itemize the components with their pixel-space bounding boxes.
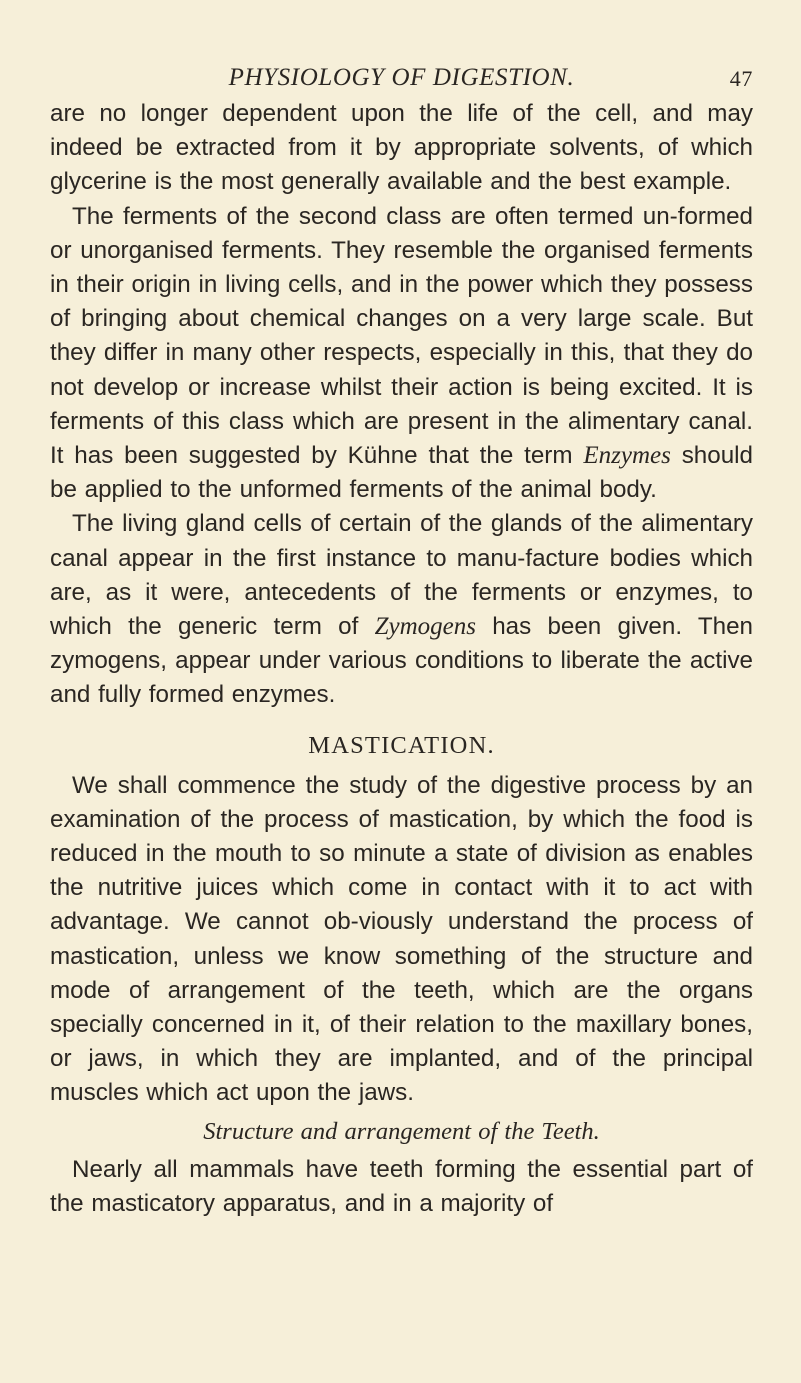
paragraph-3-end: has been given. Then zymogens, appear under various conditions to liberate the active and fully formed enzymes.: [50, 613, 753, 709]
term-enzymes: Enzymes: [583, 442, 671, 470]
running-head-title: PHYSIOLOGY OF DIGESTION.: [228, 64, 575, 91]
term-zymogens: Zymogens: [374, 613, 476, 641]
paragraph-3: [50, 507, 753, 712]
paragraph-1: are no longer dependent upon the life of the cell, and may indeed be extracted from it by appropriate solvents, of which glycerine is the most generally available and the best example.: [50, 100, 753, 196]
paragraph-2-text: The ferments of the second class are often termed un-formed or unorganised ferments. They resemble the organised ferments in their origin in living cells, and in the power which they possess of bringing about chemical changes on a very large scale. But they differ in many other respects, especially in this, that they do not develop or increase whilst their action is being excited. It is ferments of this class which are present in the alimentary canal. It has been suggested by Kühne that the term: [50, 202, 753, 470]
paragraph-2-end: should be applied to the unformed ferments of the animal body.: [50, 442, 753, 504]
paragraph-4: We shall commence the study of the digestive process by an examination of the process of mastication, by which the food is reduced in the mouth to so minute a state of division as enables the nutritive juices which come in contact with it to act with advantage. We cannot ob-viously understand the process of mastication, unless we know something of the structure and mode of arrangement of the teeth, which are the organs specially concerned in it, of their relation to the maxillary bones, or jaws, in which they are implanted, and of the principal muscles which act upon the jaws.: [50, 771, 753, 1107]
section-heading: MASTICATION.: [308, 731, 495, 759]
paragraph-2: [50, 200, 753, 508]
paragraph-5: Nearly all mammals have teeth forming the essential part of the masticatory apparatus, and in a majority of: [50, 1155, 753, 1217]
running-head: [50, 64, 753, 94]
paragraph-3-text: The living gland cells of certain of the glands of the alimentary canal appear in the first instance to manu-facture bodies which are, as it were, antecedents of the ferments or enzymes, to which the generic term of: [50, 510, 753, 641]
page-number: 47: [729, 66, 753, 91]
subsection-heading: Structure and arrangement of the Teeth.: [203, 1117, 600, 1145]
body-text: [50, 97, 753, 1221]
